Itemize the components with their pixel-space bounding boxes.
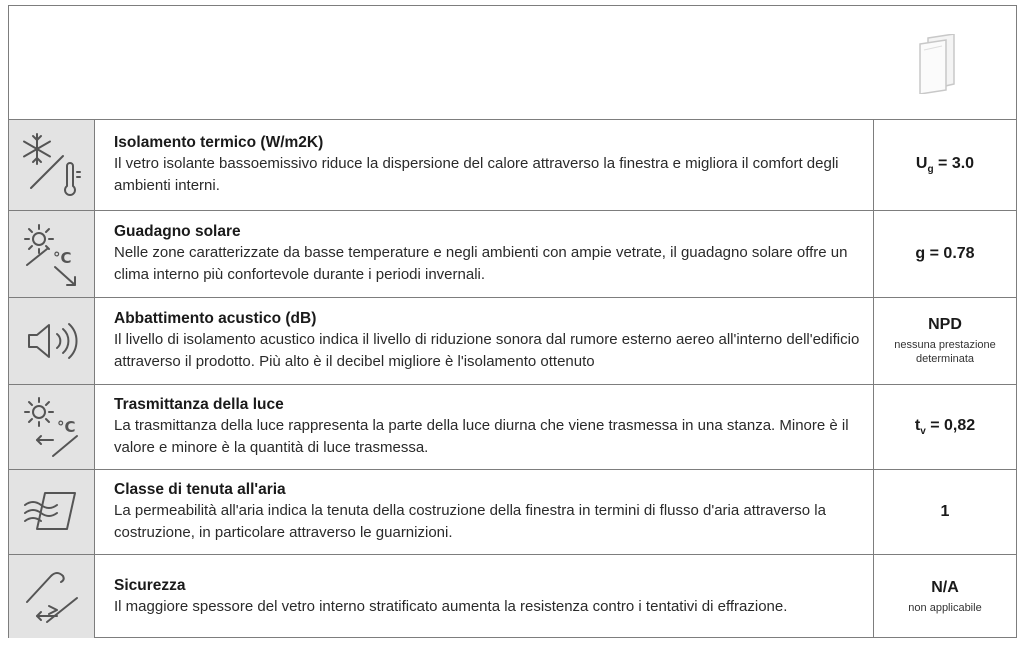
row-value-cell bbox=[873, 120, 1016, 210]
table-row bbox=[9, 385, 1016, 470]
air-flow-icon bbox=[17, 477, 87, 547]
row-title: Abbattimento acustico (dB) bbox=[114, 310, 317, 327]
row-title: Classe di tenuta all'aria bbox=[114, 481, 286, 498]
row-icon-cell bbox=[9, 211, 95, 297]
table-row bbox=[9, 555, 1016, 638]
row-text-cell bbox=[95, 555, 873, 638]
snowflake-thermometer-icon bbox=[17, 130, 87, 200]
row-title: Trasmittanza della luce bbox=[114, 396, 284, 413]
row-value-note: non applicabile bbox=[908, 601, 982, 614]
row-text-cell bbox=[95, 211, 873, 297]
table-header bbox=[9, 6, 1016, 120]
row-description: Nelle zone caratterizzate da basse temperature e negli ambienti con ampie vetrate, il guadagno solare offre un clima interno più confortevole durante i periodi invernali. bbox=[114, 244, 848, 283]
row-value: 1 bbox=[940, 503, 950, 520]
row-icon-cell bbox=[9, 555, 95, 638]
row-description: La trasmittanza della luce rappresenta la parte della luce diurna che viene trasmessa in una stanza. Minore è il valore e minore è la quantità di luce trasmessa. bbox=[114, 417, 849, 456]
row-icon-cell bbox=[9, 120, 95, 210]
row-title: Guadagno solare bbox=[114, 223, 241, 240]
row-value-cell bbox=[873, 555, 1016, 638]
sun-light-transmission-icon bbox=[17, 392, 87, 462]
row-value-cell bbox=[873, 298, 1016, 384]
table-row bbox=[9, 211, 1016, 298]
window-glass-icon bbox=[914, 34, 958, 94]
row-text-cell bbox=[95, 120, 873, 210]
sun-celsius-icon bbox=[17, 219, 87, 289]
row-value: $U_g = 3.0$ bbox=[915, 155, 975, 175]
features-table bbox=[8, 5, 1017, 638]
row-icon-cell bbox=[9, 298, 95, 384]
row-text-cell bbox=[95, 298, 873, 384]
row-value-note: nessuna prestazione determinata bbox=[894, 339, 996, 365]
table-row bbox=[9, 120, 1016, 211]
svg-text:°C: °C bbox=[56, 418, 76, 436]
row-value: $t_v = 0,82$ bbox=[914, 417, 976, 437]
row-text-cell bbox=[95, 385, 873, 469]
crowbar-security-icon bbox=[17, 562, 87, 632]
row-value: g = 0.78 bbox=[915, 245, 975, 262]
svg-text:°C: °C bbox=[52, 249, 72, 267]
row-title: Sicurezza bbox=[114, 576, 186, 594]
row-icon-cell bbox=[9, 385, 95, 469]
row-title: Isolamento termico (W/m2K) bbox=[114, 134, 324, 151]
row-description: Il vetro isolante bassoemissivo riduce la dispersione del calore attraverso la finestra e migliora il comfort degli ambienti interni. bbox=[114, 155, 839, 194]
row-icon-cell bbox=[9, 470, 95, 554]
row-description: La permeabilità all'aria indica la tenuta della costruzione della finestra in termini di flusso d'aria attraverso la costruzione, in particolare attraverso le guarnizioni. bbox=[114, 502, 826, 541]
row-value: NPD bbox=[928, 316, 962, 333]
row-value-cell bbox=[873, 470, 1016, 554]
row-value-cell bbox=[873, 385, 1016, 469]
row-text-cell bbox=[95, 470, 873, 554]
speaker-sound-icon bbox=[17, 306, 87, 376]
row-description: Il livello di isolamento acustico indica il livello di riduzione sonora dal rumore esterno aereo all'interno dell'edificio attraverso il prodotto. Più alto è il decibel migliore è l'isolamento ottenuto bbox=[114, 331, 860, 370]
row-value-cell bbox=[873, 211, 1016, 297]
table-row bbox=[9, 470, 1016, 555]
row-value: N/A bbox=[931, 578, 959, 596]
row-description: Il maggiore spessore del vetro interno stratificato aumenta la resistenza contro i tentativi di effrazione. bbox=[114, 597, 788, 615]
table-row bbox=[9, 298, 1016, 385]
